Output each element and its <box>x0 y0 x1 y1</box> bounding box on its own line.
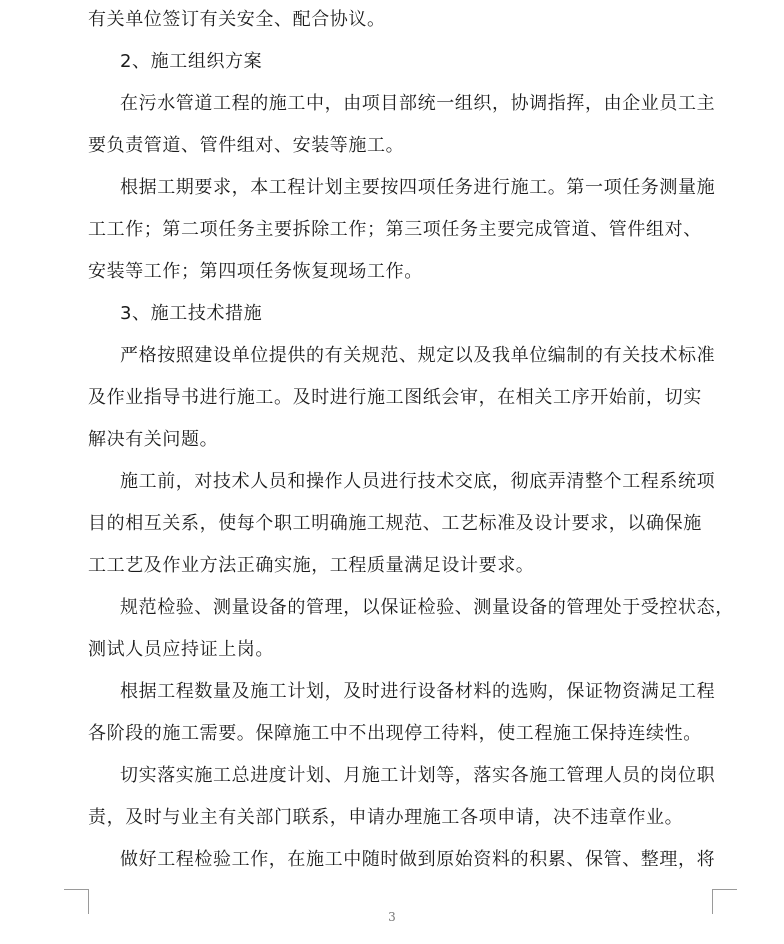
paragraph-line: 责，及时与业主有关部门联系，申请办理施工各项申请，决不违章作业。 <box>88 807 684 828</box>
paragraph-line: 有关单位签订有关安全、配合协议。 <box>88 9 386 30</box>
paragraph-line: 及作业指导书进行施工。及时进行施工图纸会审，在相关工序开始前，切实 <box>88 387 702 408</box>
paragraph-line: 工工艺及作业方法正确实施，工程质量满足设计要求。 <box>88 555 535 576</box>
paragraph-line: 施工前，对技术人员和操作人员进行技术交底，彻底弄清整个工程系统项 <box>120 471 716 492</box>
section-heading: 3、施工技术措施 <box>120 303 263 324</box>
paragraph-line: 在污水管道工程的施工中，由项目部统一组织，协调指挥，由企业员工主 <box>120 93 716 114</box>
paragraph-line: 规范检验、测量设备的管理，以保证检验、测量设备的管理处于受控状态， <box>120 597 734 618</box>
paragraph-line: 测试人员应持证上岗。 <box>88 639 274 660</box>
page-number: 3 <box>388 910 396 924</box>
paragraph-line: 各阶段的施工需要。保障施工中不出现停工待料，使工程施工保持连续性。 <box>88 723 702 744</box>
paragraph-line: 严格按照建设单位提供的有关规范、规定以及我单位编制的有关技术标准 <box>120 345 716 366</box>
section-heading: 2、施工组织方案 <box>120 51 263 72</box>
paragraph-line: 工工作；第二项任务主要拆除工作；第三项任务主要完成管道、管件组对、 <box>88 219 702 240</box>
paragraph-line: 要负责管道、管件组对、安装等施工。 <box>88 135 405 156</box>
paragraph-line: 做好工程检验工作，在施工中随时做到原始资料的积累、保管、整理，将 <box>120 849 716 870</box>
paragraph-line: 目的相互关系，使每个职工明确施工规范、工艺标准及设计要求，以确保施 <box>88 513 702 534</box>
paragraph-line: 根据工程数量及施工计划，及时进行设备材料的选购，保证物资满足工程 <box>120 681 716 702</box>
paragraph-line: 安装等工作；第四项任务恢复现场工作。 <box>88 261 423 282</box>
paragraph-line: 根据工期要求，本工程计划主要按四项任务进行施工。第一项任务测量施 <box>120 177 716 198</box>
paragraph-line: 切实落实施工总进度计划、月施工计划等，落实各施工管理人员的岗位职 <box>120 765 716 786</box>
paragraph-line: 解决有关问题。 <box>88 429 219 450</box>
